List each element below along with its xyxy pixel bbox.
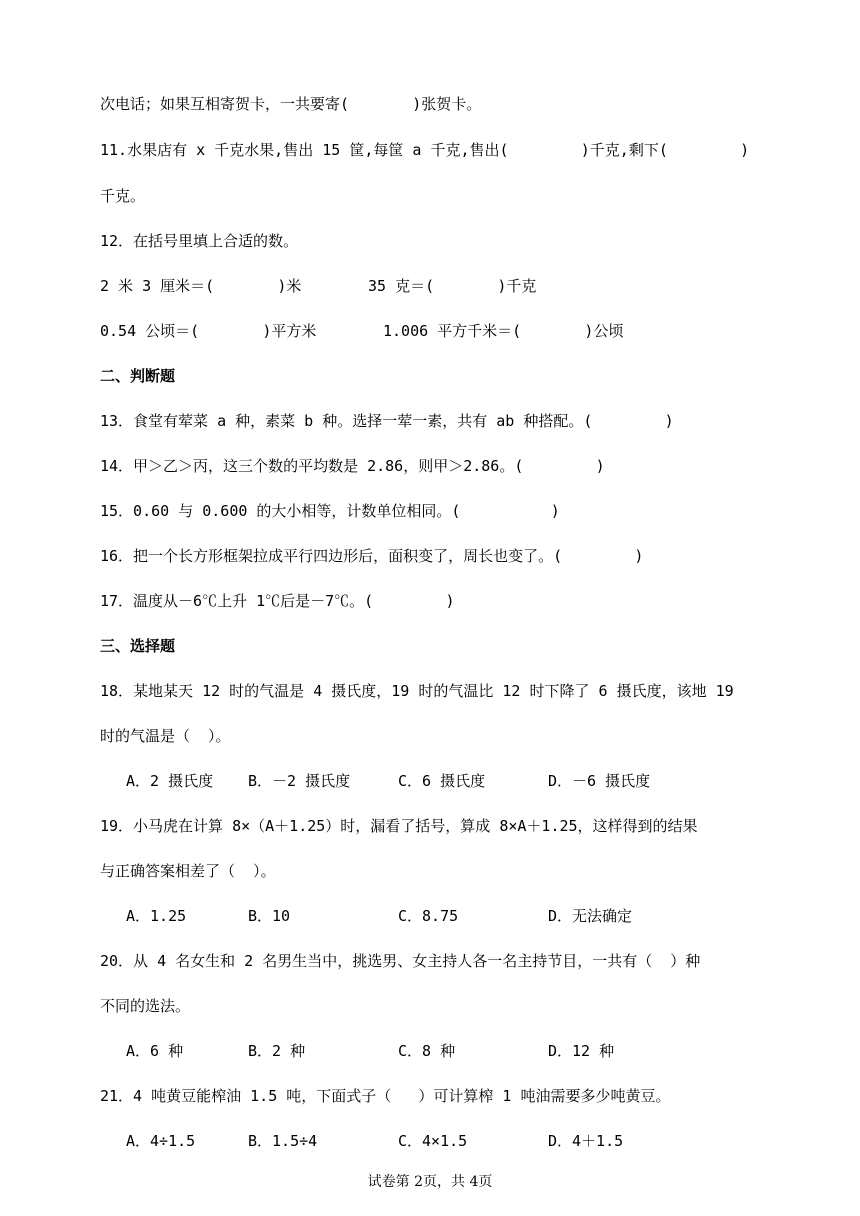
q18-option-c: C．6 摄氏度 bbox=[398, 772, 486, 790]
section-heading-judge: 二、判断题 bbox=[100, 367, 176, 385]
q14: 14．甲＞乙＞丙，这三个数的平均数是 2.86，则甲＞2.86。( ) bbox=[100, 457, 605, 475]
q18-option-b: B．－2 摄氏度 bbox=[248, 772, 351, 790]
q10-continuation: 次电话；如果互相寄贺卡，一共要寄( )张贺卡。 bbox=[100, 95, 482, 113]
q18-option-a: A．2 摄氏度 bbox=[126, 772, 214, 790]
q12-item-4: 1.006 平方千米＝( )公顷 bbox=[383, 322, 624, 340]
q21-option-a: A．4÷1.5 bbox=[126, 1132, 196, 1150]
q18-line-1: 18．某地某天 12 时的气温是 4 摄氏度，19 时的气温比 12 时下降了 6 摄氏度，该地 19 bbox=[100, 682, 734, 700]
q11-line-2: 千克。 bbox=[100, 187, 146, 205]
q12-item-2: 35 克＝( )千克 bbox=[368, 277, 537, 295]
q20-line-1: 20．从 4 名女生和 2 名男生当中，挑选男、女主持人各一名主持节目，一共有（ ）种 bbox=[100, 952, 701, 970]
q19-line-1: 19．小马虎在计算 8×（A＋1.25）时，漏看了括号，算成 8×A＋1.25，这样得到的结果 bbox=[100, 817, 698, 835]
q19-line-2: 与正确答案相差了（ ）。 bbox=[100, 862, 276, 880]
q13: 13．食堂有荤菜 a 种，素菜 b 种。选择一荤一素，共有 ab 种搭配。( ) bbox=[100, 412, 674, 430]
q21-option-d: D．4＋1.5 bbox=[548, 1132, 624, 1150]
page-footer: 试卷第 2页，共 4页 bbox=[367, 1174, 493, 1190]
q20-line-2: 不同的选法。 bbox=[100, 997, 191, 1015]
q12-item-3: 0.54 公顷＝( )平方米 bbox=[100, 322, 317, 340]
q21: 21．4 吨黄豆能榨油 1.5 吨，下面式子（ ）可计算榨 1 吨油需要多少吨黄豆。 bbox=[100, 1087, 671, 1105]
q17: 17．温度从－6℃上升 1℃后是－7℃。( ) bbox=[100, 592, 455, 610]
q20-option-a: A．6 种 bbox=[126, 1042, 184, 1060]
section-heading-choice: 三、选择题 bbox=[100, 637, 176, 655]
q12-title: 12．在括号里填上合适的数。 bbox=[100, 232, 299, 250]
q15: 15．0.60 与 0.600 的大小相等，计数单位相同。( ) bbox=[100, 502, 560, 520]
q18-line-2: 时的气温是（ ）。 bbox=[100, 727, 231, 745]
q19-option-c: C．8.75 bbox=[398, 907, 459, 925]
q16: 16．把一个长方形框架拉成平行四边形后，面积变了，周长也变了。( ) bbox=[100, 547, 644, 565]
q19-option-d: D．无法确定 bbox=[548, 907, 633, 925]
q20-option-c: C．8 种 bbox=[398, 1042, 456, 1060]
q18-option-d: D．－6 摄氏度 bbox=[548, 772, 651, 790]
q11-line-1: 11.水果店有 x 千克水果,售出 15 筐,每筐 a 千克,售出( )千克,剩下( ) bbox=[100, 141, 750, 159]
q20-option-b: B．2 种 bbox=[248, 1042, 306, 1060]
q21-option-b: B．1.5÷4 bbox=[248, 1132, 318, 1150]
q12-item-1: 2 米 3 厘米＝( )米 bbox=[100, 277, 302, 295]
q19-option-b: B．10 bbox=[248, 907, 291, 925]
q19-option-a: A．1.25 bbox=[126, 907, 187, 925]
q21-option-c: C．4×1.5 bbox=[398, 1132, 468, 1150]
q20-option-d: D．12 种 bbox=[548, 1042, 615, 1060]
